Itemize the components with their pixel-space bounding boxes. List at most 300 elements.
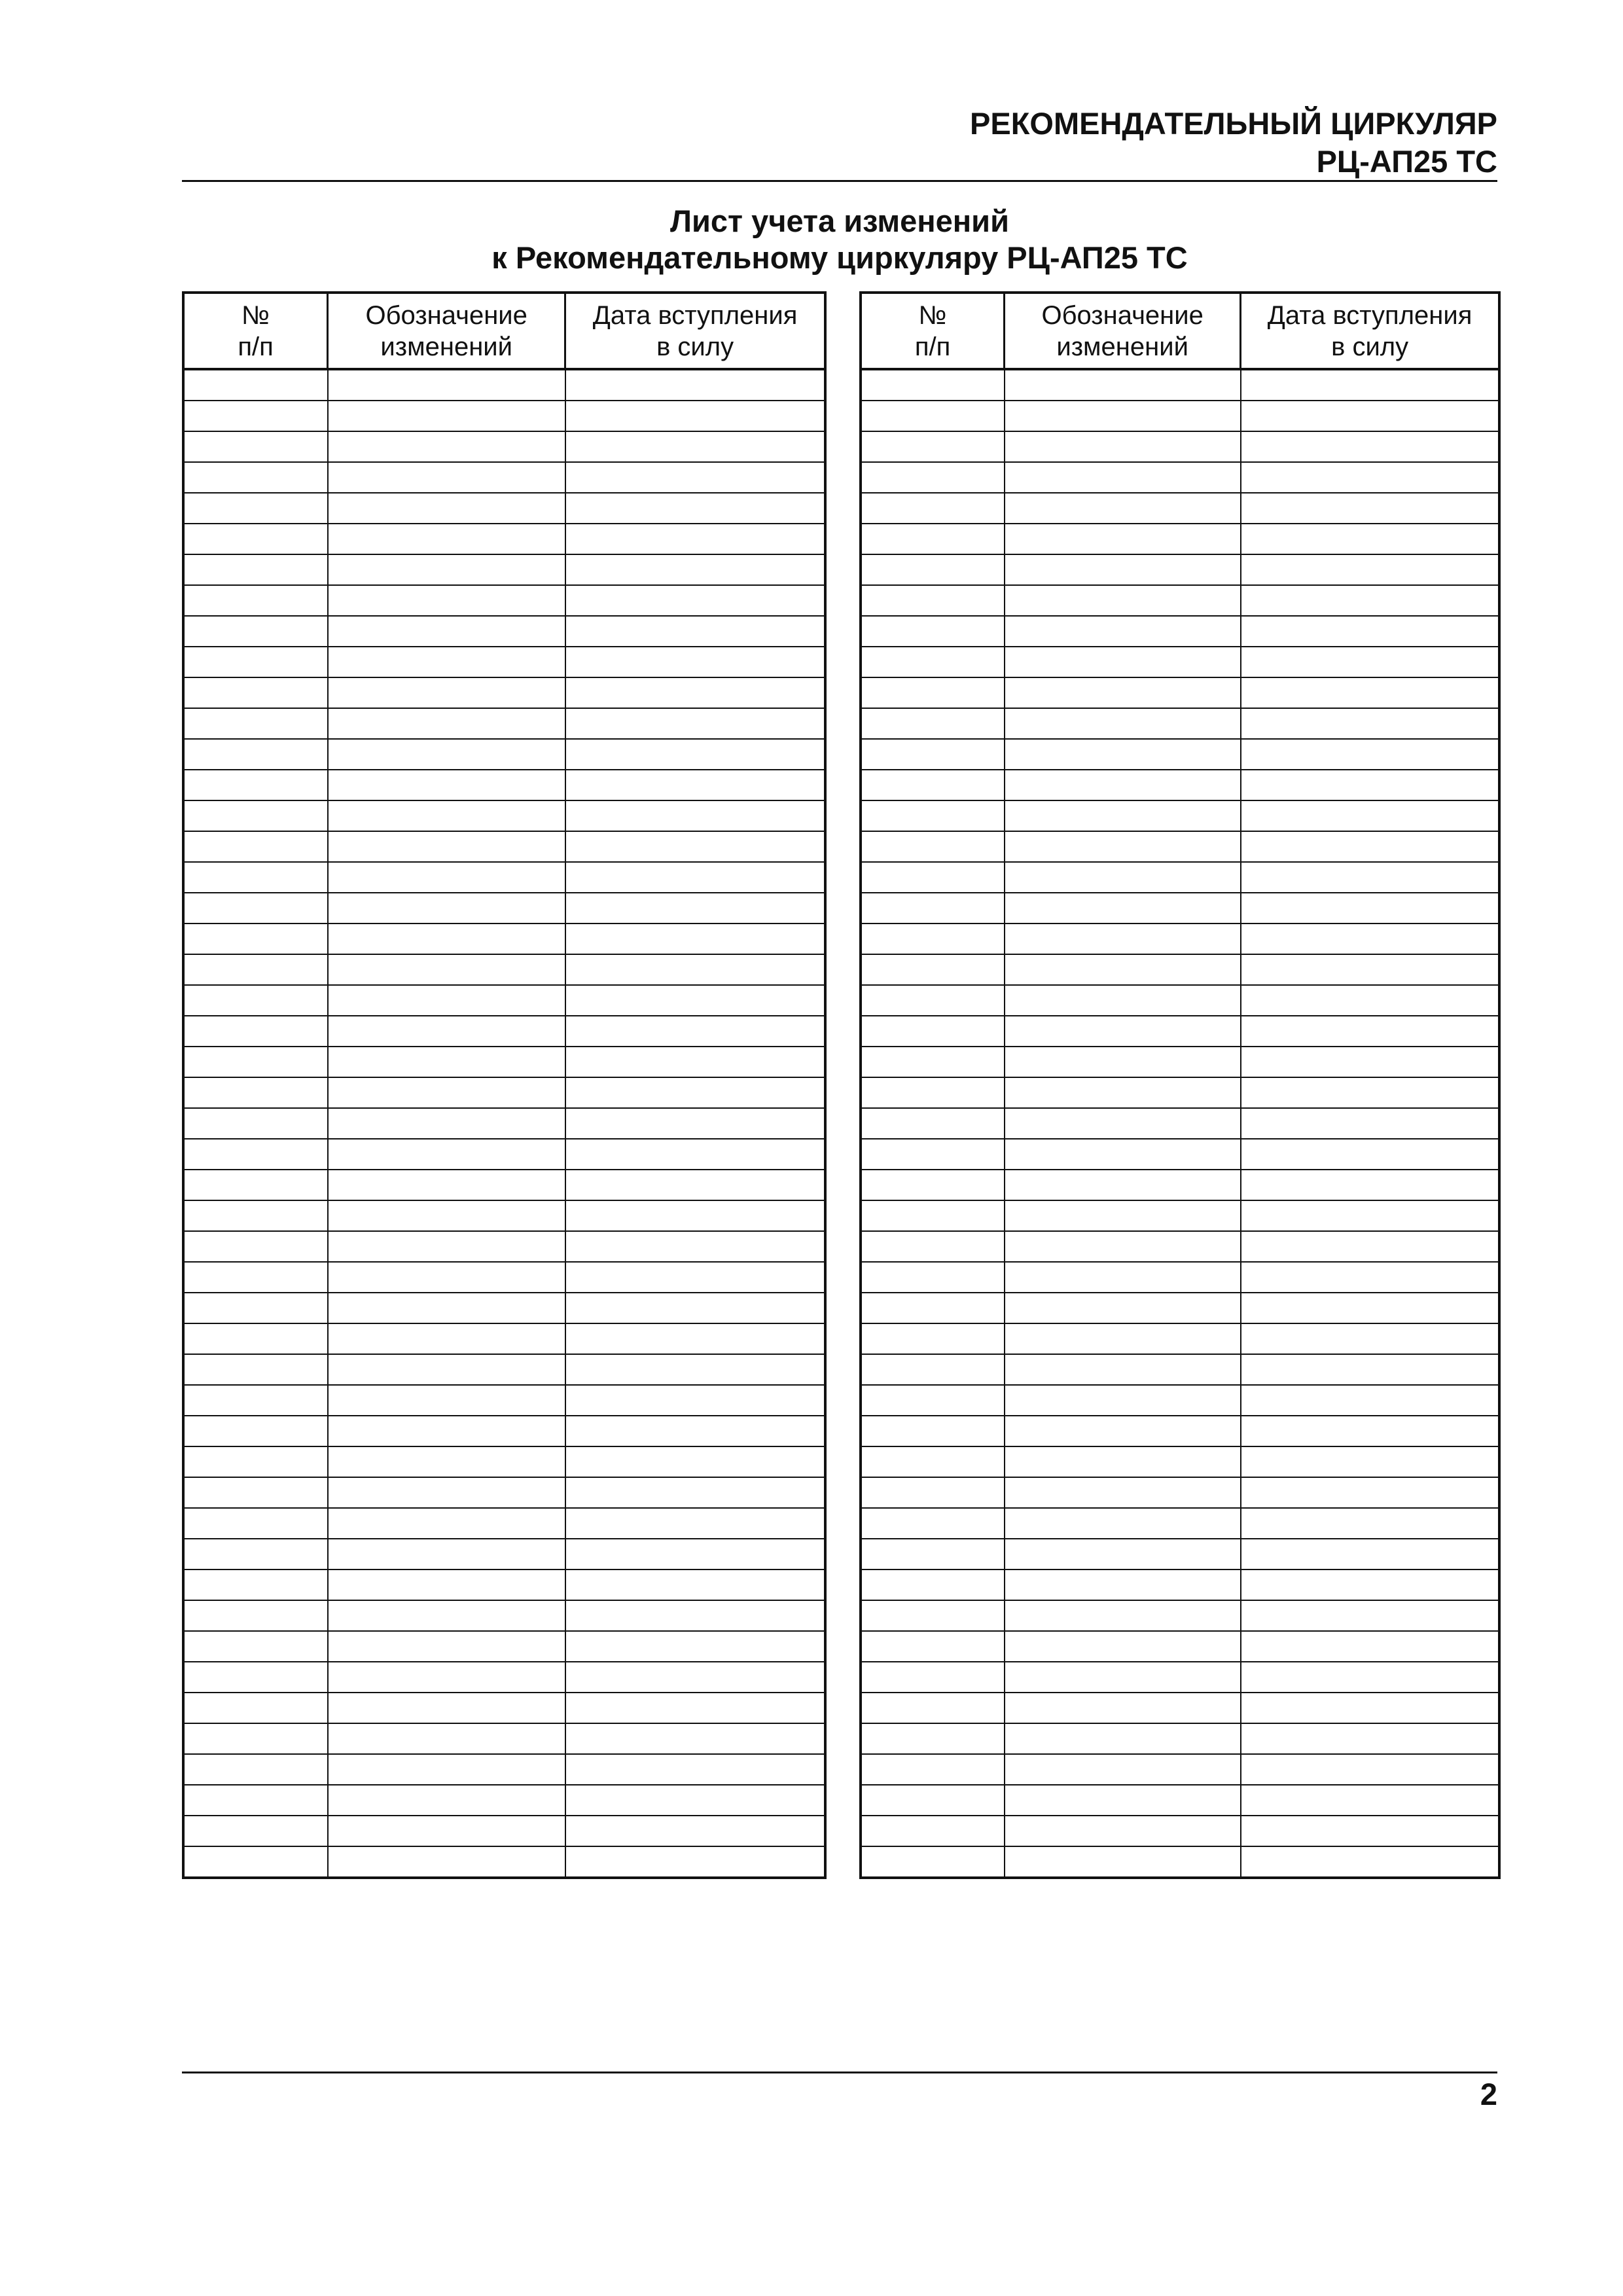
cell-number <box>183 1231 328 1262</box>
cell-effective-date <box>1241 1631 1499 1662</box>
cell-number <box>183 524 328 554</box>
table-row <box>861 401 1499 431</box>
table-row <box>861 369 1499 401</box>
cell-designation <box>1005 1231 1241 1262</box>
cell-effective-date <box>1241 1662 1499 1693</box>
cell-number <box>861 1477 1005 1508</box>
table-row <box>861 1539 1499 1570</box>
cell-designation <box>1005 985 1241 1016</box>
cell-effective-date <box>565 924 825 954</box>
cell-designation <box>328 462 565 493</box>
cell-effective-date <box>1241 770 1499 800</box>
cell-effective-date <box>1241 1139 1499 1170</box>
cell-number <box>183 1200 328 1231</box>
cell-effective-date <box>1241 1754 1499 1785</box>
cell-number <box>861 1662 1005 1693</box>
page-title <box>182 203 1497 276</box>
page-number: 2 <box>1480 2077 1497 2111</box>
cell-number <box>183 1754 328 1785</box>
column-header-number: № п/п <box>861 293 1005 369</box>
cell-number <box>183 708 328 739</box>
cell-designation <box>328 1200 565 1231</box>
cell-designation <box>328 647 565 677</box>
cell-number <box>183 585 328 616</box>
cell-number <box>183 369 328 401</box>
cell-designation <box>328 1016 565 1047</box>
cell-number <box>861 1077 1005 1108</box>
cell-designation <box>328 1570 565 1600</box>
cell-number <box>861 1600 1005 1631</box>
cell-number <box>861 616 1005 647</box>
cell-number <box>183 1108 328 1139</box>
table-row <box>183 1631 825 1662</box>
cell-effective-date <box>1241 1508 1499 1539</box>
table-row <box>861 1446 1499 1477</box>
cell-designation <box>328 1600 565 1631</box>
cell-number <box>861 1170 1005 1200</box>
table-row <box>861 1293 1499 1323</box>
table-row <box>861 924 1499 954</box>
cell-effective-date <box>1241 431 1499 462</box>
table-row <box>183 1231 825 1262</box>
table-row <box>183 862 825 893</box>
header-doc-type: РЕКОМЕНДАТЕЛЬНЫЙ ЦИРКУЛЯР <box>970 106 1497 141</box>
table-row <box>861 1385 1499 1416</box>
table-row <box>861 1570 1499 1600</box>
cell-number <box>861 1631 1005 1662</box>
cell-designation <box>1005 1477 1241 1508</box>
cell-effective-date <box>565 647 825 677</box>
table-row <box>183 1170 825 1200</box>
cell-effective-date <box>1241 800 1499 831</box>
cell-effective-date <box>565 1631 825 1662</box>
cell-designation <box>1005 647 1241 677</box>
cell-number <box>183 1016 328 1047</box>
cell-designation <box>328 831 565 862</box>
cell-effective-date <box>565 831 825 862</box>
table-row <box>861 1816 1499 1846</box>
table-row <box>861 554 1499 585</box>
cell-number <box>183 1600 328 1631</box>
table-row <box>861 1508 1499 1539</box>
cell-effective-date <box>565 1108 825 1139</box>
table-row <box>861 800 1499 831</box>
table-row <box>183 1693 825 1723</box>
table-row <box>861 1477 1499 1508</box>
cell-effective-date <box>565 1600 825 1631</box>
table-row <box>861 1662 1499 1693</box>
table-row <box>183 831 825 862</box>
cell-designation <box>328 616 565 647</box>
cell-effective-date <box>1241 524 1499 554</box>
cell-effective-date <box>1241 462 1499 493</box>
cell-number <box>183 1539 328 1570</box>
table-row <box>861 1077 1499 1108</box>
cell-number <box>861 1262 1005 1293</box>
cell-number <box>861 1354 1005 1385</box>
cell-number <box>183 1631 328 1662</box>
cell-number <box>183 924 328 954</box>
table-row <box>183 739 825 770</box>
table-row <box>183 1600 825 1631</box>
cell-effective-date <box>565 739 825 770</box>
cell-designation <box>1005 462 1241 493</box>
cell-effective-date <box>565 1508 825 1539</box>
cell-effective-date <box>565 985 825 1016</box>
table-header-row <box>861 293 1499 369</box>
table-row <box>183 554 825 585</box>
table-row <box>861 1323 1499 1354</box>
table-row <box>861 1354 1499 1385</box>
cell-number <box>183 1508 328 1539</box>
cell-effective-date <box>565 1416 825 1446</box>
table-row <box>861 1016 1499 1047</box>
cell-designation <box>328 800 565 831</box>
cell-number <box>861 462 1005 493</box>
cell-designation <box>328 1139 565 1170</box>
cell-effective-date <box>1241 708 1499 739</box>
cell-designation <box>1005 1539 1241 1570</box>
cell-designation <box>328 1416 565 1446</box>
cell-effective-date <box>1241 893 1499 924</box>
cell-number <box>861 647 1005 677</box>
cell-number <box>183 985 328 1016</box>
table-row <box>183 1446 825 1477</box>
header-divider <box>182 180 1497 182</box>
cell-designation <box>1005 1846 1241 1878</box>
cell-designation <box>1005 1170 1241 1200</box>
table-row <box>861 1047 1499 1077</box>
table-row <box>183 1570 825 1600</box>
cell-effective-date <box>1241 1385 1499 1416</box>
cell-designation <box>1005 1785 1241 1816</box>
cell-designation <box>328 1231 565 1262</box>
table-body <box>861 369 1499 1878</box>
table-row <box>861 1416 1499 1446</box>
table-row <box>861 1754 1499 1785</box>
table-row <box>183 401 825 431</box>
cell-designation <box>1005 1077 1241 1108</box>
cell-number <box>861 1416 1005 1446</box>
cell-effective-date <box>565 524 825 554</box>
cell-designation <box>1005 831 1241 862</box>
cell-effective-date <box>565 1816 825 1846</box>
cell-effective-date <box>1241 954 1499 985</box>
cell-effective-date <box>565 1662 825 1693</box>
cell-designation <box>328 1108 565 1139</box>
cell-number <box>861 1231 1005 1262</box>
cell-number <box>183 770 328 800</box>
table-row <box>183 677 825 708</box>
cell-number <box>183 1262 328 1293</box>
cell-effective-date <box>1241 585 1499 616</box>
cell-designation <box>1005 1508 1241 1539</box>
cell-number <box>861 985 1005 1016</box>
table-row <box>183 431 825 462</box>
cell-designation <box>1005 1047 1241 1077</box>
cell-effective-date <box>565 770 825 800</box>
column-header-designation: Обозначение изменений <box>328 293 565 369</box>
cell-effective-date <box>565 616 825 647</box>
cell-effective-date <box>1241 1693 1499 1723</box>
table-row <box>183 800 825 831</box>
cell-effective-date <box>565 708 825 739</box>
cell-designation <box>1005 493 1241 524</box>
cell-number <box>183 1662 328 1693</box>
table-row <box>861 1600 1499 1631</box>
cell-designation <box>328 1846 565 1878</box>
table-row <box>183 1816 825 1846</box>
cell-effective-date <box>565 1477 825 1508</box>
cell-number <box>861 1539 1005 1570</box>
cell-number <box>861 862 1005 893</box>
cell-effective-date <box>565 493 825 524</box>
cell-designation <box>1005 1293 1241 1323</box>
cell-effective-date <box>565 1754 825 1785</box>
cell-number <box>861 1723 1005 1754</box>
cell-number <box>183 1354 328 1385</box>
cell-designation <box>328 770 565 800</box>
cell-designation <box>328 1323 565 1354</box>
cell-number <box>861 739 1005 770</box>
cell-effective-date <box>1241 862 1499 893</box>
cell-designation <box>1005 1108 1241 1139</box>
table-row <box>183 893 825 924</box>
cell-effective-date <box>1241 1293 1499 1323</box>
cell-effective-date <box>565 800 825 831</box>
cell-number <box>183 1323 328 1354</box>
cell-number <box>861 954 1005 985</box>
cell-number <box>183 739 328 770</box>
cell-number <box>183 431 328 462</box>
cell-designation <box>1005 616 1241 647</box>
change-log-table-left <box>182 291 827 1879</box>
cell-number <box>183 1385 328 1416</box>
cell-effective-date <box>1241 677 1499 708</box>
cell-designation <box>1005 924 1241 954</box>
table-row <box>183 1016 825 1047</box>
cell-effective-date <box>1241 1723 1499 1754</box>
cell-designation <box>1005 770 1241 800</box>
cell-number <box>861 1108 1005 1139</box>
cell-effective-date <box>1241 1231 1499 1262</box>
table-row <box>183 462 825 493</box>
footer-divider <box>182 2072 1497 2073</box>
cell-designation <box>1005 708 1241 739</box>
cell-designation <box>1005 1600 1241 1631</box>
cell-designation <box>1005 1262 1241 1293</box>
table-row <box>183 985 825 1016</box>
cell-number <box>861 1200 1005 1231</box>
column-header-effective-date: Дата вступления в силу <box>565 293 825 369</box>
table-row <box>183 493 825 524</box>
cell-effective-date <box>1241 924 1499 954</box>
cell-designation <box>1005 739 1241 770</box>
cell-number <box>861 770 1005 800</box>
cell-effective-date <box>1241 831 1499 862</box>
table-row <box>861 1108 1499 1139</box>
cell-designation <box>1005 369 1241 401</box>
cell-effective-date <box>565 954 825 985</box>
cell-effective-date <box>1241 1077 1499 1108</box>
cell-effective-date <box>1241 1323 1499 1354</box>
cell-designation <box>1005 893 1241 924</box>
cell-number <box>183 862 328 893</box>
table-row <box>183 1846 825 1878</box>
cell-designation <box>1005 862 1241 893</box>
cell-designation <box>328 954 565 985</box>
table-row <box>183 1385 825 1416</box>
table-row <box>861 1231 1499 1262</box>
cell-designation <box>1005 1016 1241 1047</box>
cell-number <box>861 1570 1005 1600</box>
table-row <box>183 616 825 647</box>
cell-number <box>183 1846 328 1878</box>
table-row <box>861 1200 1499 1231</box>
cell-designation <box>1005 1662 1241 1693</box>
table-row <box>183 524 825 554</box>
table-row <box>861 1139 1499 1170</box>
cell-number <box>183 401 328 431</box>
cell-number <box>861 1508 1005 1539</box>
cell-designation <box>1005 1385 1241 1416</box>
cell-effective-date <box>1241 1539 1499 1570</box>
change-log-table-right <box>859 291 1501 1879</box>
table-row <box>861 1846 1499 1878</box>
cell-designation <box>328 1662 565 1693</box>
cell-designation <box>328 524 565 554</box>
cell-number <box>183 800 328 831</box>
table-row <box>183 1354 825 1385</box>
cell-number <box>183 616 328 647</box>
cell-effective-date <box>565 1231 825 1262</box>
cell-designation <box>328 554 565 585</box>
cell-number <box>861 1816 1005 1846</box>
cell-designation <box>328 1631 565 1662</box>
table-row <box>861 954 1499 985</box>
cell-effective-date <box>1241 1477 1499 1508</box>
table-row <box>183 1477 825 1508</box>
cell-effective-date <box>565 862 825 893</box>
table-row <box>183 1508 825 1539</box>
cell-effective-date <box>1241 369 1499 401</box>
cell-designation <box>328 893 565 924</box>
cell-designation <box>1005 1323 1241 1354</box>
header-doc-code: РЦ-АП25 ТС <box>1316 144 1497 179</box>
cell-effective-date <box>565 1077 825 1108</box>
table-row <box>861 1723 1499 1754</box>
cell-effective-date <box>1241 1570 1499 1600</box>
cell-number <box>183 1816 328 1846</box>
cell-designation <box>328 862 565 893</box>
table-row <box>861 462 1499 493</box>
cell-effective-date <box>565 1785 825 1816</box>
cell-number <box>861 1446 1005 1477</box>
cell-number <box>861 401 1005 431</box>
cell-designation <box>1005 954 1241 985</box>
table-row <box>861 431 1499 462</box>
cell-designation <box>1005 1816 1241 1846</box>
cell-effective-date <box>1241 1200 1499 1231</box>
title-line-1: Лист учета изменений <box>670 204 1009 238</box>
table-row <box>183 1785 825 1816</box>
table-row <box>183 924 825 954</box>
cell-effective-date <box>565 893 825 924</box>
cell-number <box>861 708 1005 739</box>
table-body <box>183 369 825 1878</box>
cell-effective-date <box>565 1139 825 1170</box>
cell-designation <box>328 1785 565 1816</box>
cell-number <box>861 493 1005 524</box>
table-row <box>183 1108 825 1139</box>
table-row <box>861 524 1499 554</box>
table-row <box>183 708 825 739</box>
cell-number <box>183 493 328 524</box>
table-row <box>183 954 825 985</box>
table-row <box>861 893 1499 924</box>
cell-effective-date <box>1241 493 1499 524</box>
cell-designation <box>328 1508 565 1539</box>
cell-number <box>183 893 328 924</box>
table-row <box>183 1539 825 1570</box>
cell-designation <box>1005 1693 1241 1723</box>
cell-number <box>861 800 1005 831</box>
table-row <box>183 585 825 616</box>
table-row <box>861 985 1499 1016</box>
cell-effective-date <box>565 1262 825 1293</box>
cell-effective-date <box>1241 1047 1499 1077</box>
cell-designation <box>328 401 565 431</box>
cell-effective-date <box>565 1200 825 1231</box>
table-row <box>861 739 1499 770</box>
cell-effective-date <box>565 1846 825 1878</box>
table-row <box>183 1262 825 1293</box>
column-header-designation: Обозначение изменений <box>1005 293 1241 369</box>
cell-designation <box>328 1170 565 1200</box>
cell-number <box>183 1785 328 1816</box>
cell-designation <box>328 1077 565 1108</box>
table-row <box>861 862 1499 893</box>
cell-designation <box>1005 1723 1241 1754</box>
cell-effective-date <box>1241 1354 1499 1385</box>
cell-designation <box>328 1446 565 1477</box>
cell-number <box>183 1723 328 1754</box>
cell-effective-date <box>565 1446 825 1477</box>
cell-designation <box>1005 677 1241 708</box>
cell-number <box>861 585 1005 616</box>
cell-designation <box>1005 1200 1241 1231</box>
table-row <box>861 677 1499 708</box>
cell-designation <box>1005 800 1241 831</box>
cell-effective-date <box>1241 1846 1499 1878</box>
cell-number <box>861 924 1005 954</box>
table-row <box>183 1723 825 1754</box>
cell-designation <box>328 1354 565 1385</box>
cell-designation <box>328 1293 565 1323</box>
table-row <box>861 1785 1499 1816</box>
cell-designation <box>1005 1416 1241 1446</box>
cell-effective-date <box>1241 1446 1499 1477</box>
cell-number <box>183 1139 328 1170</box>
cell-number <box>183 1047 328 1077</box>
cell-effective-date <box>1241 1108 1499 1139</box>
cell-number <box>861 1047 1005 1077</box>
cell-designation <box>1005 431 1241 462</box>
cell-number <box>183 1477 328 1508</box>
cell-number <box>861 369 1005 401</box>
cell-effective-date <box>1241 1416 1499 1446</box>
table-row <box>183 1416 825 1446</box>
